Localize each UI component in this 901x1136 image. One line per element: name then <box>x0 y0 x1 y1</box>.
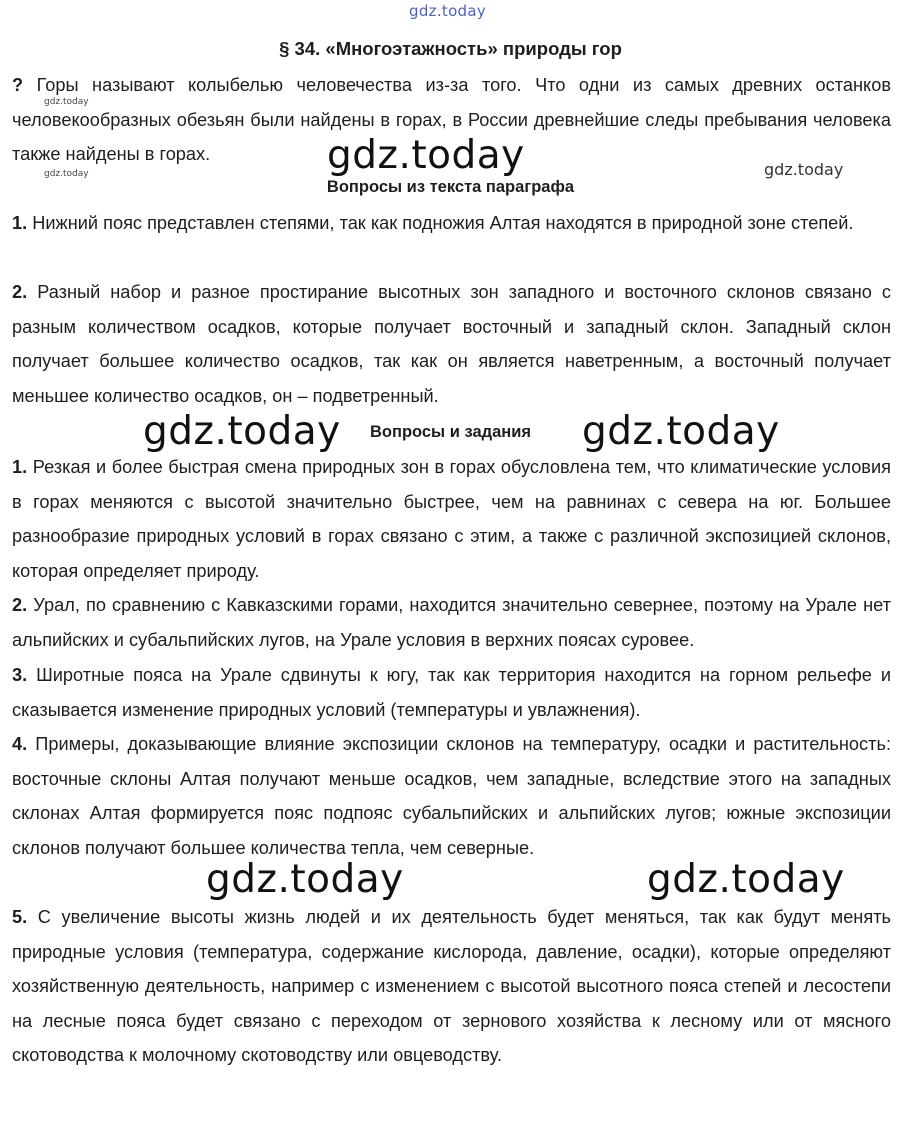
watermark-big-2: gdz.today <box>143 409 341 454</box>
watermark-small-right: gdz.today <box>764 160 844 179</box>
page-title: § 34. «Многоэтажность» природы гор <box>279 38 622 59</box>
watermark-big-4: gdz.today <box>206 857 404 902</box>
item-number: 4. <box>12 734 28 754</box>
item-number: 5. <box>12 907 28 927</box>
item-number: 2. <box>12 282 28 302</box>
item-text: Урал, по сравнению с Кавказскими горами, находится значительно севернее, поэтому на Урале нет альпийских и субальпийских лугов, на Урале условия в верхних поясах суровее. <box>12 595 891 650</box>
watermark-tiny-1: gdz.today <box>44 97 89 107</box>
watermark-tiny-2: gdz.today <box>44 169 89 179</box>
item-number: 3. <box>12 665 28 685</box>
task-3 <box>12 658 891 727</box>
item-text: Широтные пояса на Урале сдвинуты к югу, так как территория находится на горном рельефе и сказывается изменение природных условий (температуры и увлажнения). <box>12 665 891 720</box>
item-text: С увеличение высоты жизнь людей и их деятельность будет меняться, так как будут менять природные условия (температура, содержание кислорода, давление, осадки), которые определяют хозяйственную деятельность, например с изменением с высотой высотного пояса степей и лесостепи на лесные пояса будет связано с переходом от зернового хозяйства к лесному или от мясного скотоводства к молочному скотоводству или овцеводству. <box>12 907 892 1066</box>
item-text: Разный набор и разное простирание высотных зон западного и восточного склонов связано с разным количеством осадков, которые получает восточный и западный склон. Западный склон получает большее количество осадков, так как он является наветренным, а восточный получает меньшее количество осадков, он – подветренный. <box>12 282 891 406</box>
item-number: 1. <box>12 213 28 233</box>
question-marker: ? <box>12 75 24 95</box>
item-text: Нижний пояс представлен степями, так как подножия Алтая находятся в природной зоне степей. <box>32 213 854 233</box>
task-4 <box>12 727 891 865</box>
item-text: Примеры, доказывающие влияние экспозиции склонов на температуру, осадки и растительность: восточные склоны Алтая получают меньше осадков, чем западные, вследствие этого на западных склонах Алтая формируется пояс подпояс субальпийских и альпийских лугов; южные экспозиции склонов получают большее количества тепла, чем северные. <box>12 734 891 858</box>
section-heading-tasks: Вопросы и задания <box>369 423 532 441</box>
item-text: Резкая и более быстрая смена природных зон в горах обусловлена тем, что климатические условия в горах меняются с высотой значительно быстрее, чем на равнинах с севера на юг. Большее разнообразие природных условий в горах связано с этим, а также с различной экспозицией склонов, которая определяет природу. <box>12 457 891 581</box>
watermark-top: gdz.today <box>409 2 487 20</box>
task-2 <box>12 588 891 657</box>
text-question-2 <box>12 275 891 413</box>
intro-text: Горы называют колыбелью человечества из-за того. Что одни из самых древних останков человекообразных обезьян были найдены в горах, в России древнейшие следы пребывания человека также найдены в горах. <box>12 75 891 165</box>
item-number: 2. <box>12 595 28 615</box>
section-heading-text-questions: Вопросы из текста параграфа <box>326 178 575 196</box>
task-1 <box>12 450 891 588</box>
watermark-big-3: gdz.today <box>582 409 780 454</box>
watermark-big-5: gdz.today <box>647 857 845 902</box>
task-5 <box>12 900 891 1073</box>
text-question-1 <box>12 206 891 241</box>
item-number: 1. <box>12 457 28 477</box>
watermark-big-1: gdz.today <box>327 133 525 178</box>
